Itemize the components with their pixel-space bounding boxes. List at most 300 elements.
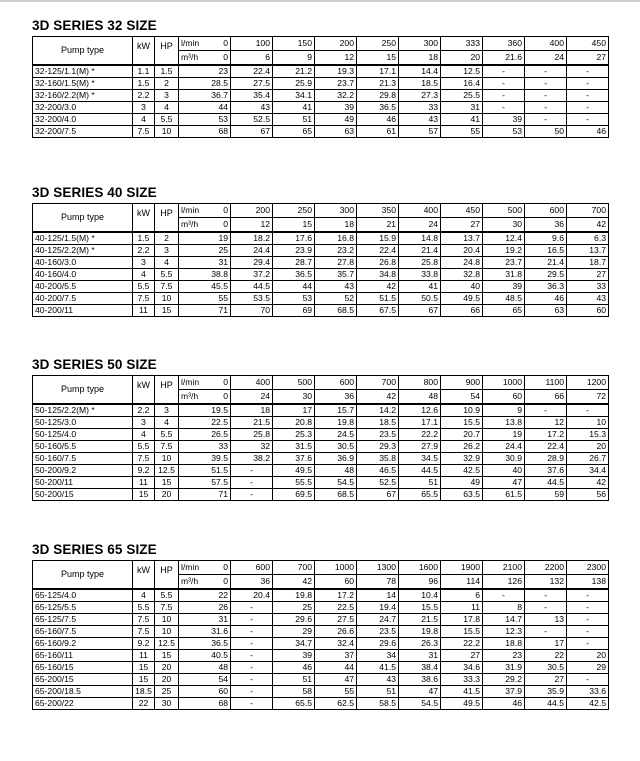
head-value-cell: 11	[441, 602, 483, 614]
section-65	[32, 540, 608, 710]
head-value-cell: 63	[525, 305, 567, 317]
head-value-cell: 27.3	[399, 90, 441, 102]
hp-cell: 1.5	[155, 65, 179, 78]
head-value-cell: -	[567, 65, 609, 78]
head-value-cell: 21.3	[357, 78, 399, 90]
flow-value: 0	[209, 376, 231, 390]
head-value-cell: 31	[179, 614, 231, 626]
flow-value: 138	[567, 575, 609, 590]
table-row	[33, 441, 609, 453]
head-value-cell: 28.5	[179, 78, 231, 90]
flow-value: 27	[567, 51, 609, 66]
head-value-cell: 39.5	[179, 453, 231, 465]
flow-value: 24	[525, 51, 567, 66]
table-row	[33, 417, 609, 429]
head-value-cell: 21.2	[273, 65, 315, 78]
head-value-cell: -	[231, 489, 273, 501]
pump-type-cell: 50-200/15	[33, 489, 133, 501]
head-value-cell: 17	[525, 638, 567, 650]
section-title: 3D SERIES 65 SIZE	[32, 542, 157, 557]
head-value-cell: 10.9	[441, 404, 483, 417]
head-value-cell: 37.6	[525, 465, 567, 477]
head-value-cell: -	[483, 102, 525, 114]
flow-value: 1100	[525, 376, 567, 390]
hp-cell: 5.5	[155, 269, 179, 281]
flow-value: 9	[273, 51, 315, 66]
flow-value: 200	[231, 204, 273, 218]
kw-header: kW	[133, 37, 155, 66]
pump-type-cell: 32-200/4.0	[33, 114, 133, 126]
head-value-cell: 55	[179, 293, 231, 305]
hp-cell: 25	[155, 686, 179, 698]
head-value-cell: 34.4	[567, 465, 609, 477]
flow-value: 250	[357, 37, 399, 51]
table-row	[33, 269, 609, 281]
head-value-cell: 52	[315, 293, 357, 305]
head-value-cell: 71	[179, 489, 231, 501]
kw-cell: 4	[133, 269, 155, 281]
head-value-cell: 58	[273, 686, 315, 698]
head-value-cell: 15.3	[567, 429, 609, 441]
head-value-cell: 39	[483, 114, 525, 126]
head-value-cell: 49	[315, 114, 357, 126]
head-value-cell: 17.6	[273, 232, 315, 245]
head-value-cell: 44.5	[525, 698, 567, 710]
head-value-cell: -	[231, 638, 273, 650]
head-value-cell: 29	[273, 626, 315, 638]
head-value-cell: -	[231, 477, 273, 489]
head-value-cell: 43	[357, 674, 399, 686]
section-32	[32, 16, 608, 138]
head-value-cell: 23.9	[273, 245, 315, 257]
pump-type-cell: 65-200/15	[33, 674, 133, 686]
kw-cell: 7.5	[133, 126, 155, 138]
pump-type-cell: 50-160/7.5	[33, 453, 133, 465]
head-value-cell: 22.2	[441, 638, 483, 650]
head-value-cell: 49.5	[441, 293, 483, 305]
head-value-cell: 68	[179, 126, 231, 138]
performance-table	[32, 560, 608, 710]
head-value-cell: 19.3	[315, 65, 357, 78]
head-value-cell: 18.7	[567, 257, 609, 269]
head-value-cell: 23.2	[315, 245, 357, 257]
head-value-cell: -	[567, 589, 609, 602]
head-value-cell: 38.4	[399, 662, 441, 674]
flow-value: 400	[399, 204, 441, 218]
head-value-cell: 15.9	[357, 232, 399, 245]
head-value-cell: 18.5	[357, 417, 399, 429]
head-value-cell: 63	[315, 126, 357, 138]
pump-type-cell: 65-200/22	[33, 698, 133, 710]
hp-header: HP	[155, 37, 179, 66]
kw-cell: 9.2	[133, 638, 155, 650]
head-value-cell: 61.5	[483, 489, 525, 501]
head-value-cell: 14.7	[483, 614, 525, 626]
head-value-cell: 25.5	[441, 90, 483, 102]
pump-type-cell: 40-125/2.2(M) *	[33, 245, 133, 257]
head-value-cell: 55.5	[273, 477, 315, 489]
head-value-cell: 16.4	[441, 78, 483, 90]
head-value-cell: 51	[399, 477, 441, 489]
flow-value: 1200	[567, 376, 609, 390]
head-value-cell: 6.3	[567, 232, 609, 245]
flow-value: 250	[273, 204, 315, 218]
kw-cell: 18.5	[133, 686, 155, 698]
pump-type-cell: 65-125/4.0	[33, 589, 133, 602]
head-value-cell: -	[567, 626, 609, 638]
head-value-cell: 68	[179, 698, 231, 710]
head-value-cell: 50	[525, 126, 567, 138]
flow-value: 500	[483, 204, 525, 218]
kw-cell: 7.5	[133, 293, 155, 305]
kw-cell: 7.5	[133, 626, 155, 638]
table-row	[33, 674, 609, 686]
head-value-cell: 53	[483, 126, 525, 138]
flow-value: 12	[231, 218, 273, 233]
m3h-label: m³/h	[179, 51, 209, 66]
hp-cell: 12.5	[155, 465, 179, 477]
head-value-cell: 33.6	[567, 686, 609, 698]
head-value-cell: 10	[567, 417, 609, 429]
head-value-cell: 21.5	[231, 417, 273, 429]
flow-value: 21.6	[483, 51, 525, 66]
kw-cell: 2.2	[133, 90, 155, 102]
section-title: 3D SERIES 32 SIZE	[32, 18, 157, 33]
head-value-cell: 37	[315, 650, 357, 662]
head-value-cell: 23.7	[483, 257, 525, 269]
head-value-cell: -	[567, 90, 609, 102]
head-value-cell: 48	[179, 662, 231, 674]
head-value-cell: 29	[567, 662, 609, 674]
head-value-cell: 65.5	[273, 698, 315, 710]
flow-value: 21	[357, 218, 399, 233]
kw-header: kW	[133, 204, 155, 233]
head-value-cell: 22	[525, 650, 567, 662]
head-value-cell: -	[483, 90, 525, 102]
pump-type-cell: 32-200/7.5	[33, 126, 133, 138]
lmin-label: l/min	[179, 37, 209, 51]
head-value-cell: 55	[315, 686, 357, 698]
head-value-cell: 23.5	[357, 626, 399, 638]
head-value-cell: 13	[525, 614, 567, 626]
flow-value: 54	[441, 390, 483, 405]
flow-value: 600	[231, 561, 273, 575]
header-row-flow-lmin	[33, 204, 609, 218]
head-value-cell: 26.6	[315, 626, 357, 638]
head-value-cell: 41.5	[357, 662, 399, 674]
head-value-cell: 24.4	[483, 441, 525, 453]
head-value-cell: 57.5	[179, 477, 231, 489]
head-value-cell: 27.9	[399, 441, 441, 453]
head-value-cell: 38.8	[179, 269, 231, 281]
head-value-cell: 38.6	[399, 674, 441, 686]
head-value-cell: -	[231, 626, 273, 638]
flow-value: 66	[525, 390, 567, 405]
head-value-cell: 34.7	[273, 638, 315, 650]
flow-value: 1000	[483, 376, 525, 390]
head-value-cell: 40.5	[179, 650, 231, 662]
pump-type-header: Pump type	[33, 37, 133, 66]
head-value-cell: 44.5	[399, 465, 441, 477]
flow-value: 114	[441, 575, 483, 590]
head-value-cell: 29.6	[357, 638, 399, 650]
head-value-cell: 67	[357, 489, 399, 501]
pump-type-cell: 65-125/7.5	[33, 614, 133, 626]
head-value-cell: -	[231, 662, 273, 674]
hp-cell: 20	[155, 489, 179, 501]
head-value-cell: 37.6	[273, 453, 315, 465]
head-value-cell: 67.5	[357, 305, 399, 317]
head-value-cell: 67	[399, 305, 441, 317]
kw-cell: 4	[133, 589, 155, 602]
head-value-cell: 22.4	[525, 441, 567, 453]
flow-value: 450	[567, 37, 609, 51]
head-value-cell: 20	[567, 650, 609, 662]
flow-value: 6	[231, 51, 273, 66]
head-value-cell: 57	[399, 126, 441, 138]
head-value-cell: 32.9	[441, 453, 483, 465]
head-value-cell: 10.4	[399, 589, 441, 602]
head-value-cell: 35.8	[357, 453, 399, 465]
head-value-cell: 46	[357, 114, 399, 126]
head-value-cell: 32.4	[315, 638, 357, 650]
flow-value: 36	[315, 390, 357, 405]
lmin-label: l/min	[179, 561, 209, 575]
table-row	[33, 453, 609, 465]
head-value-cell: 21.4	[525, 257, 567, 269]
head-value-cell: 65	[483, 305, 525, 317]
head-value-cell: 55	[441, 126, 483, 138]
flow-value: 360	[483, 37, 525, 51]
head-value-cell: 54.5	[315, 477, 357, 489]
head-value-cell: 20.8	[273, 417, 315, 429]
head-value-cell: 44	[273, 281, 315, 293]
head-value-cell: 26.3	[399, 638, 441, 650]
head-value-cell: 13.7	[441, 232, 483, 245]
head-value-cell: 33	[179, 441, 231, 453]
head-value-cell: 51	[357, 686, 399, 698]
pump-type-cell: 40-160/4.0	[33, 269, 133, 281]
head-value-cell: 12.5	[441, 65, 483, 78]
head-value-cell: 19.8	[273, 589, 315, 602]
flow-value: 700	[567, 204, 609, 218]
head-value-cell: 17	[273, 404, 315, 417]
head-value-cell: 26.5	[179, 429, 231, 441]
head-value-cell: 70	[231, 305, 273, 317]
pump-type-cell: 50-125/4.0	[33, 429, 133, 441]
table-row	[33, 281, 609, 293]
head-value-cell: 23.5	[357, 429, 399, 441]
head-value-cell: 19.8	[315, 417, 357, 429]
hp-cell: 10	[155, 626, 179, 638]
pump-type-cell: 50-200/11	[33, 477, 133, 489]
flow-value: 0	[209, 204, 231, 218]
head-value-cell: 47	[315, 674, 357, 686]
m3h-label: m³/h	[179, 575, 209, 590]
head-value-cell: 27.5	[231, 78, 273, 90]
flow-value: 78	[357, 575, 399, 590]
head-value-cell: 33.8	[399, 269, 441, 281]
table-row	[33, 477, 609, 489]
hp-cell: 10	[155, 614, 179, 626]
kw-cell: 11	[133, 650, 155, 662]
head-value-cell: 27.5	[315, 614, 357, 626]
flow-value: 126	[483, 575, 525, 590]
head-value-cell: 29.5	[525, 269, 567, 281]
head-value-cell: 17.1	[357, 65, 399, 78]
flow-value: 36	[525, 218, 567, 233]
table-row	[33, 429, 609, 441]
kw-cell: 11	[133, 477, 155, 489]
table-row	[33, 698, 609, 710]
head-value-cell: 45.5	[179, 281, 231, 293]
header-row-flow-lmin	[33, 376, 609, 390]
table-row	[33, 602, 609, 614]
pump-data-table	[32, 36, 609, 138]
head-value-cell: 30.5	[315, 441, 357, 453]
pump-type-cell: 32-125/1.1(M) *	[33, 65, 133, 78]
head-value-cell: 20	[567, 441, 609, 453]
head-value-cell: -	[525, 114, 567, 126]
hp-cell: 4	[155, 102, 179, 114]
hp-cell: 15	[155, 477, 179, 489]
kw-cell: 7.5	[133, 614, 155, 626]
head-value-cell: 46	[567, 126, 609, 138]
head-value-cell: 16.5	[525, 245, 567, 257]
hp-header: HP	[155, 561, 179, 590]
head-value-cell: 17.2	[525, 429, 567, 441]
flow-value: 700	[273, 561, 315, 575]
top-rule	[0, 0, 640, 2]
head-value-cell: 25	[273, 602, 315, 614]
head-value-cell: -	[231, 602, 273, 614]
head-value-cell: 29.3	[357, 441, 399, 453]
pump-type-header: Pump type	[33, 204, 133, 233]
flow-value: 700	[357, 376, 399, 390]
flow-value: 150	[273, 37, 315, 51]
head-value-cell: 12	[525, 417, 567, 429]
head-value-cell: -	[567, 404, 609, 417]
kw-cell: 1.1	[133, 65, 155, 78]
head-value-cell: 47	[399, 686, 441, 698]
head-value-cell: -	[567, 114, 609, 126]
head-value-cell: 51.5	[179, 465, 231, 477]
performance-table	[32, 36, 608, 138]
head-value-cell: 25	[179, 245, 231, 257]
kw-cell: 9.2	[133, 465, 155, 477]
flow-value: 0	[209, 390, 231, 405]
hp-cell: 4	[155, 257, 179, 269]
flow-value: 900	[441, 376, 483, 390]
head-value-cell: 65	[273, 126, 315, 138]
head-value-cell: 46.5	[357, 465, 399, 477]
hp-header: HP	[155, 376, 179, 405]
head-value-cell: 28.9	[525, 453, 567, 465]
head-value-cell: 34.5	[399, 453, 441, 465]
flow-value: 72	[567, 390, 609, 405]
flow-value: 1300	[357, 561, 399, 575]
kw-cell: 5.5	[133, 281, 155, 293]
kw-cell: 15	[133, 489, 155, 501]
head-value-cell: 49.5	[441, 698, 483, 710]
performance-table	[32, 375, 608, 501]
head-value-cell: -	[231, 686, 273, 698]
head-value-cell: 43	[567, 293, 609, 305]
head-value-cell: -	[567, 102, 609, 114]
head-value-cell: 15.5	[399, 602, 441, 614]
head-value-cell: 24.7	[357, 614, 399, 626]
head-value-cell: 33.3	[441, 674, 483, 686]
hp-cell: 5.5	[155, 114, 179, 126]
head-value-cell: 60	[567, 305, 609, 317]
head-value-cell: 31.6	[179, 626, 231, 638]
table-row	[33, 465, 609, 477]
hp-cell: 30	[155, 698, 179, 710]
hp-cell: 3	[155, 245, 179, 257]
head-value-cell: 12.4	[483, 232, 525, 245]
head-value-cell: 14	[357, 589, 399, 602]
table-row	[33, 65, 609, 78]
section-40	[32, 183, 608, 317]
head-value-cell: 29.6	[273, 614, 315, 626]
head-value-cell: -	[525, 589, 567, 602]
flow-value: 42	[273, 575, 315, 590]
table-row	[33, 114, 609, 126]
head-value-cell: 41	[399, 281, 441, 293]
hp-cell: 15	[155, 305, 179, 317]
pump-type-cell: 32-160/2.2(M) *	[33, 90, 133, 102]
head-value-cell: 31.8	[483, 269, 525, 281]
flow-value: 400	[231, 376, 273, 390]
head-value-cell: 36.3	[525, 281, 567, 293]
table-row	[33, 589, 609, 602]
flow-value: 2200	[525, 561, 567, 575]
table-row	[33, 102, 609, 114]
table-row	[33, 305, 609, 317]
head-value-cell: 9	[483, 404, 525, 417]
head-value-cell: 47	[483, 477, 525, 489]
head-value-cell: -	[567, 602, 609, 614]
head-value-cell: 26.8	[357, 257, 399, 269]
head-value-cell: 56	[567, 489, 609, 501]
head-value-cell: 24.8	[441, 257, 483, 269]
head-value-cell: 35.4	[231, 90, 273, 102]
head-value-cell: 19	[483, 429, 525, 441]
head-value-cell: 35.7	[315, 269, 357, 281]
head-value-cell: 32.2	[315, 90, 357, 102]
head-value-cell: 22.4	[231, 65, 273, 78]
table-row	[33, 404, 609, 417]
head-value-cell: 17.8	[441, 614, 483, 626]
head-value-cell: 44	[179, 102, 231, 114]
table-row	[33, 245, 609, 257]
head-value-cell: 20.4	[441, 245, 483, 257]
head-value-cell: -	[231, 614, 273, 626]
head-value-cell: 63.5	[441, 489, 483, 501]
hp-cell: 2	[155, 78, 179, 90]
head-value-cell: 22.5	[179, 417, 231, 429]
head-value-cell: 25.8	[231, 429, 273, 441]
head-value-cell: 44.5	[525, 477, 567, 489]
kw-cell: 5.5	[133, 602, 155, 614]
head-value-cell: 18	[231, 404, 273, 417]
head-value-cell: 31	[441, 102, 483, 114]
head-value-cell: 50.5	[399, 293, 441, 305]
flow-value: 300	[315, 204, 357, 218]
head-value-cell: 32	[231, 441, 273, 453]
head-value-cell: 44	[315, 662, 357, 674]
flow-value: 800	[399, 376, 441, 390]
